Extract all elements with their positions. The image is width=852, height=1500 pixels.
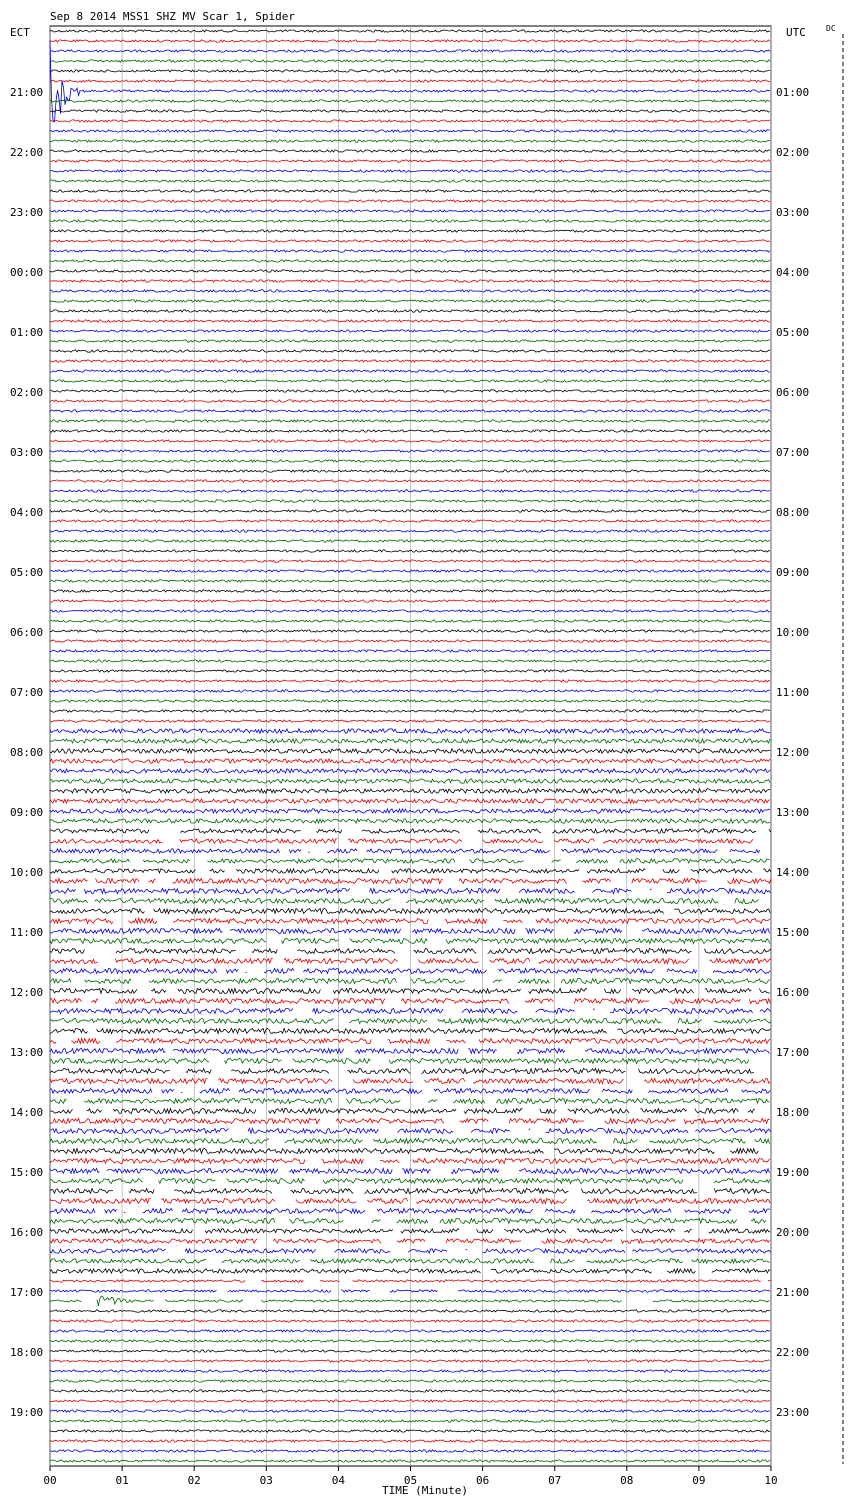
left-time-label: 17:00: [10, 1286, 44, 1299]
trace-line: [50, 1370, 770, 1372]
right-time-label: 11:00: [776, 686, 810, 699]
x-tick-label: 04: [331, 1474, 346, 1487]
x-tick-label: 01: [115, 1474, 129, 1487]
trace-line: [50, 360, 770, 362]
trace-line: [50, 190, 770, 192]
trace-line: [50, 260, 770, 262]
trace-line: [50, 789, 770, 793]
right-time-label: 01:00: [776, 86, 810, 99]
trace-line: [50, 1259, 770, 1263]
left-time-label: 05:00: [10, 566, 44, 579]
x-tick-label: 08: [620, 1474, 634, 1487]
trace-line: [50, 640, 770, 642]
trace-line: [50, 938, 770, 943]
trace-line: [50, 1350, 770, 1352]
plot-title: Sep 8 2014 MSS1 SHZ MV Scar 1, Spider: [50, 10, 296, 23]
trace-line: [50, 918, 770, 923]
trace-line: [50, 630, 770, 632]
left-time-label: 12:00: [10, 986, 44, 999]
trace-line: [50, 1340, 770, 1342]
trace-line: [50, 1078, 770, 1083]
right-time-label: 02:00: [776, 146, 810, 159]
left-time-label: 09:00: [10, 806, 44, 819]
trace-line: [50, 600, 770, 602]
trace-line: [50, 230, 770, 232]
right-time-label: 16:00: [776, 986, 810, 999]
trace-line: [50, 710, 770, 712]
trace-line: [50, 300, 770, 302]
trace-line: [50, 470, 770, 472]
trace-line: [50, 480, 770, 482]
trace-line: [50, 1330, 770, 1332]
trace-line: [50, 739, 770, 743]
trace-line: [50, 1048, 770, 1053]
left-time-label: 18:00: [10, 1346, 44, 1359]
left-time-labels: [10, 86, 43, 1419]
left-time-label: 04:00: [10, 506, 44, 519]
trace-line: [50, 1310, 770, 1312]
left-time-label: 02:00: [10, 386, 44, 399]
right-time-label: 17:00: [776, 1046, 810, 1059]
trace-line: [50, 1198, 770, 1203]
trace-line: [50, 660, 770, 662]
trace-line: [50, 210, 770, 212]
trace-line: [50, 340, 770, 342]
trace-line: [50, 680, 770, 682]
trace-line: [50, 620, 770, 622]
right-time-label: 22:00: [776, 1346, 810, 1359]
trace-line: [50, 390, 770, 392]
right-time-label: 12:00: [776, 746, 810, 759]
trace-line: [50, 1420, 770, 1422]
x-tick-label: 09: [692, 1474, 706, 1487]
left-time-label: 01:00: [10, 326, 44, 339]
left-time-label: 00:00: [10, 266, 44, 279]
trace-line: [50, 1038, 770, 1043]
trace-line: [50, 1229, 770, 1233]
right-time-label: 05:00: [776, 326, 810, 339]
trace-line: [50, 1028, 770, 1033]
trace-line: [50, 70, 770, 72]
trace-line: [50, 1138, 770, 1143]
trace-line: [50, 1058, 749, 1063]
left-time-label: 11:00: [10, 926, 44, 939]
trace-line: [50, 1460, 770, 1462]
trace-line: [50, 440, 770, 442]
trace-line: [50, 908, 770, 913]
trace-line: [50, 460, 770, 462]
trace-line: [50, 1239, 770, 1243]
trace-line: [50, 1088, 770, 1093]
x-tick-label: 10: [764, 1474, 778, 1487]
left-time-label: 13:00: [10, 1046, 44, 1059]
left-timezone-label: ECT: [10, 26, 30, 39]
trace-line: [50, 1168, 770, 1173]
trace-line: [50, 560, 770, 562]
trace-line: [50, 200, 770, 202]
trace-line: [50, 690, 770, 692]
left-time-label: 23:00: [10, 206, 44, 219]
trace-line: [50, 520, 770, 522]
trace-line: [50, 1218, 766, 1223]
trace-line: [50, 720, 770, 722]
trace-line: [50, 1158, 770, 1163]
left-time-label: 14:00: [10, 1106, 44, 1119]
trace-line: [50, 330, 770, 332]
left-time-label: 07:00: [10, 686, 44, 699]
left-time-label: 21:00: [10, 86, 44, 99]
trace-line: [50, 839, 753, 843]
x-tick-label: 05: [403, 1474, 418, 1487]
trace-line: [50, 1118, 770, 1123]
right-time-label: 20:00: [776, 1226, 810, 1239]
right-time-label: 09:00: [776, 566, 810, 579]
left-time-label: 06:00: [10, 626, 44, 639]
trace-line: [50, 40, 770, 42]
trace-line: [50, 240, 770, 242]
trace-line: [50, 650, 770, 652]
trace-line: [50, 220, 770, 222]
right-time-label: 19:00: [776, 1166, 810, 1179]
left-time-label: 22:00: [10, 146, 44, 159]
trace-line: [50, 30, 770, 32]
x-axis-label: TIME (Minute): [381, 1484, 469, 1497]
trace-line: [50, 430, 770, 432]
trace-line: [50, 420, 770, 422]
trace-line: [50, 1440, 770, 1442]
trace-line: [50, 799, 770, 803]
trace-line: [50, 779, 770, 783]
trace-line: [50, 1296, 770, 1306]
trace-line: [50, 1380, 770, 1382]
trace-line: [50, 100, 770, 102]
trace-line: [50, 290, 770, 292]
trace-line: [50, 1320, 770, 1322]
trace-line: [50, 580, 770, 582]
trace-line: [50, 759, 770, 763]
trace-line: [50, 380, 770, 382]
trace-line: [50, 410, 770, 412]
right-timezone-label: UTC: [786, 26, 806, 39]
trace-line: [50, 749, 770, 753]
trace-line: [50, 1188, 770, 1193]
x-tick-label: 06: [475, 1474, 490, 1487]
trace-line: [50, 978, 770, 983]
left-time-label: 03:00: [10, 446, 44, 459]
right-time-label: 07:00: [776, 446, 810, 459]
trace-line: [50, 1068, 754, 1073]
trace-line: [50, 350, 770, 352]
trace-line: [50, 80, 770, 82]
left-time-label: 08:00: [10, 746, 44, 759]
left-time-label: 19:00: [10, 1406, 44, 1419]
trace-line: [50, 998, 770, 1003]
trace-line: [50, 50, 770, 52]
trace-line: [50, 809, 770, 813]
trace-line: [50, 1178, 770, 1183]
trace-line: [50, 540, 770, 542]
trace-line: [50, 968, 770, 973]
trace-line: [50, 370, 770, 372]
x-tick-label: 02: [187, 1474, 201, 1487]
trace-line: [50, 988, 770, 993]
trace-line: [50, 60, 770, 62]
trace-line: [50, 610, 770, 612]
trace-line: [50, 819, 770, 823]
left-time-label: 16:00: [10, 1226, 44, 1239]
right-time-label: 10:00: [776, 626, 810, 639]
trace-line: [50, 670, 770, 672]
minute-grid: [50, 26, 771, 1466]
trace-line: [50, 700, 770, 702]
trace-line: [50, 928, 770, 933]
right-time-label: 03:00: [776, 206, 810, 219]
right-time-label: 23:00: [776, 1406, 810, 1419]
right-time-label: 18:00: [776, 1106, 810, 1119]
trace-line: [50, 859, 770, 863]
right-time-label: 13:00: [776, 806, 810, 819]
trace-line: [50, 270, 770, 272]
trace-line: [50, 530, 770, 532]
right-time-label: 14:00: [776, 866, 810, 879]
trace-line: [50, 250, 770, 252]
trace-line: [50, 1098, 770, 1103]
trace-line: [50, 1410, 770, 1412]
trace-line: [50, 1208, 770, 1213]
trace-line: [50, 1148, 758, 1153]
left-time-label: 15:00: [10, 1166, 44, 1179]
trace-line: [50, 130, 770, 132]
trace-line: [50, 1430, 770, 1432]
trace-line: [50, 280, 770, 282]
trace-line: [50, 320, 770, 322]
trace-line: [50, 849, 760, 853]
right-time-label: 04:00: [776, 266, 810, 279]
trace-line: [50, 450, 770, 452]
trace-line: [50, 400, 770, 402]
trace-line: [50, 590, 770, 592]
trace-line: [50, 140, 770, 142]
trace-line: [50, 510, 770, 512]
trace-line: [50, 180, 770, 182]
trace-line: [50, 1290, 770, 1292]
trace-line: [50, 110, 770, 112]
trace-line: [50, 150, 770, 152]
x-tick-label: 00: [43, 1474, 57, 1487]
x-tick-label: 07: [548, 1474, 562, 1487]
right-time-label: 08:00: [776, 506, 810, 519]
trace-line: [50, 500, 770, 502]
dc-label: DC: [826, 24, 836, 33]
trace-line: [50, 310, 770, 312]
right-time-labels: [776, 86, 809, 1419]
trace-line: [50, 570, 770, 572]
trace-line: [50, 1450, 770, 1452]
trace-line: [50, 120, 770, 122]
trace-line: [50, 769, 770, 773]
trace-line: [50, 1108, 755, 1113]
trace-line: [50, 490, 770, 492]
x-tick-label: 03: [259, 1474, 273, 1487]
right-time-label: 21:00: [776, 1286, 810, 1299]
trace-line: [50, 729, 770, 733]
left-time-label: 10:00: [10, 866, 44, 879]
right-time-label: 06:00: [776, 386, 810, 399]
trace-line: [50, 1400, 770, 1402]
trace-line: [50, 1360, 770, 1362]
trace-line: [50, 550, 770, 552]
right-time-label: 15:00: [776, 926, 810, 939]
trace-line: [50, 1390, 770, 1392]
trace-line: [50, 170, 770, 172]
trace-line: [50, 160, 770, 162]
